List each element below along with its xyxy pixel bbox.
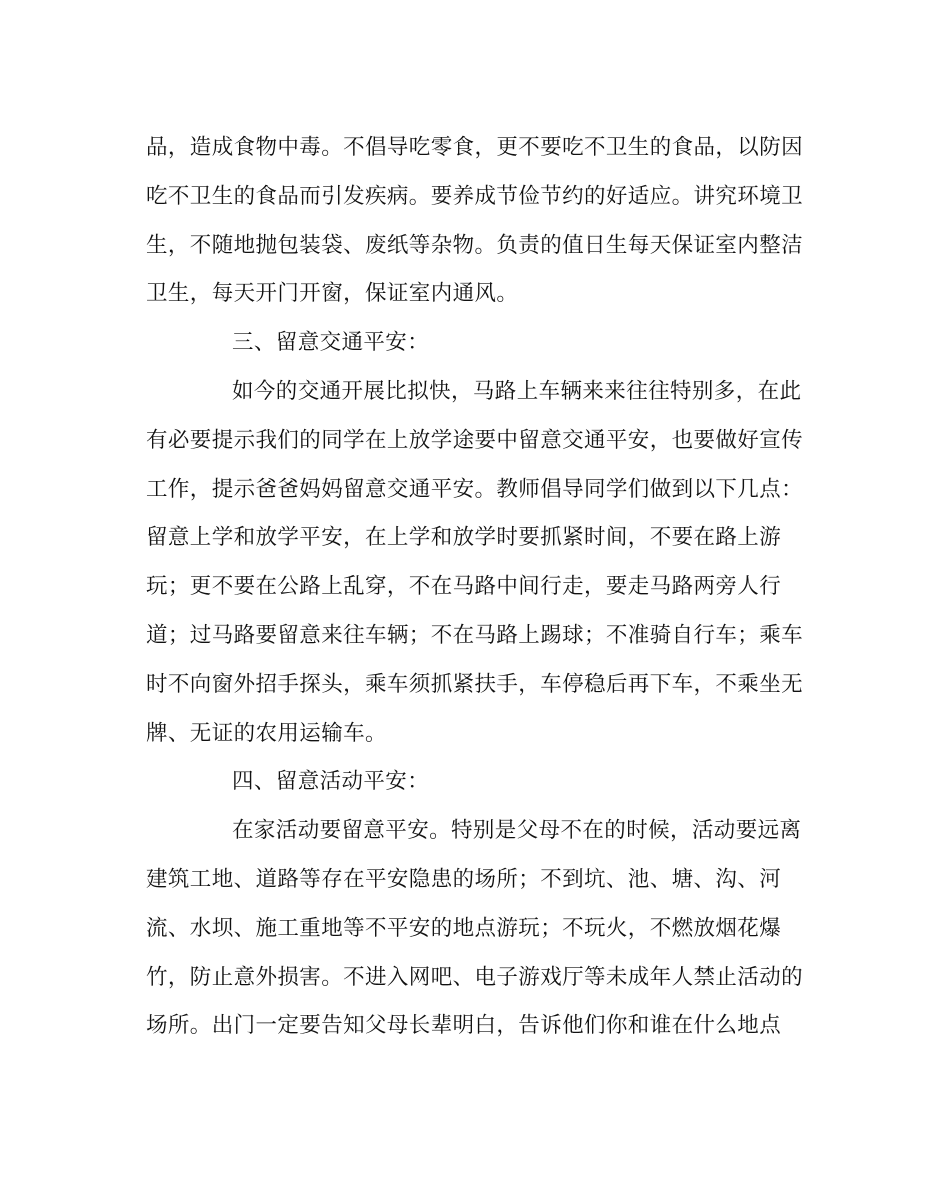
paragraph-line: 建筑工地、道路等存在平安隐患的场所；不到坑、池、塘、沟、河 bbox=[146, 866, 782, 892]
paragraph-line: 道；过马路要留意来往车辆；不在马路上踢球；不准骑自行车；乘车 bbox=[146, 622, 804, 648]
paragraph-line: 吃不卫生的食品而引发疾病。要养成节俭节约的好适应。讲究环境卫 bbox=[146, 183, 804, 209]
paragraph-line-indented: 三、留意交通平安： bbox=[232, 330, 430, 356]
paragraph-line: 留意上学和放学平安，在上学和放学时要抓紧时间，不要在路上游 bbox=[146, 525, 782, 551]
paragraph-line: 有必要提示我们的同学在上放学途要中留意交通平安，也要做好宣传 bbox=[146, 427, 804, 453]
paragraph-line: 时不向窗外招手探头，乘车须抓紧扶手，车停稳后再下车，不乘坐无 bbox=[146, 671, 804, 697]
paragraph-line: 工作，提示爸爸妈妈留意交通平安。教师倡导同学们做到以下几点： bbox=[146, 476, 804, 502]
paragraph-line: 牌、无证的农用运输车。 bbox=[146, 720, 387, 746]
body-text bbox=[146, 124, 806, 1051]
paragraph-line: 生，不随地抛包装袋、废纸等杂物。负责的值日生每天保证室内整洁 bbox=[146, 232, 804, 258]
paragraph-line-indented: 在家活动要留意平安。特别是父母不在的时候，活动要远离 bbox=[232, 818, 802, 844]
paragraph-line: 品，造成食物中毒。不倡导吃零食，更不要吃不卫生的食品，以防因 bbox=[146, 135, 804, 160]
paragraph-line-indented: 如今的交通开展比拟快，马路上车辆来来往往特别多，在此 bbox=[232, 378, 802, 404]
paragraph-line: 流、水坝、施工重地等不平安的地点游玩；不玩火，不燃放烟花爆 bbox=[146, 915, 782, 941]
paragraph-line: 竹，防止意外损害。不进入网吧、电子游戏厅等未成年人禁止活动的 bbox=[146, 964, 804, 990]
paragraph-line: 卫生，每天开门开窗，保证室内通风。 bbox=[146, 281, 519, 307]
paragraph-line-indented: 四、留意活动平安： bbox=[232, 769, 430, 795]
paragraph-line: 场所。出门一定要告知父母长辈明白，告诉他们你和谁在什么地点 bbox=[146, 1013, 782, 1039]
paragraph-line: 玩；更不要在公路上乱穿，不在马路中间行走，要走马路两旁人行 bbox=[146, 574, 782, 600]
